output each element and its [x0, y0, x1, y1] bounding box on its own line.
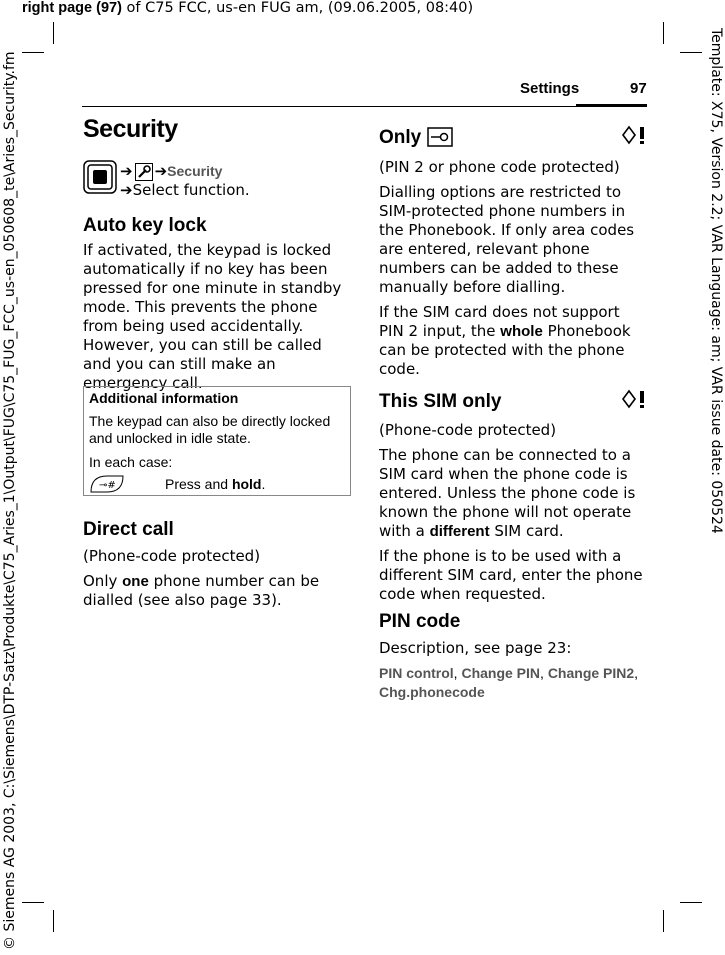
pin-code-menu-list: PIN control, Change PIN, Change PIN2, Chg.phonecode [379, 665, 639, 700]
info-box-text: The keypad can also be directly locked and unlocked in idle state. [89, 413, 331, 446]
only-text-1: Dialling options are restricted to SIM-protected phone numbers in the Phonebook. If only area codes are entered, relevant phone numbers can be added to these manually before dialling. [379, 183, 635, 296]
sim-only-text-1: The phone can be connected to a SIM card when the phone code is entered. Unless the phone code is known the phone will not operate with a different SIM card. [379, 446, 636, 540]
running-header-title: Settings [520, 80, 580, 97]
menu-item-pin-control: PIN control [379, 665, 454, 681]
sim-only-section [379, 388, 647, 610]
menu-item-change-pin: Change PIN [461, 665, 541, 681]
page-title: Security [83, 115, 178, 143]
svg-text:⊸#: ⊸# [99, 480, 116, 491]
direct-call-heading: Direct call [83, 519, 174, 540]
only-heading: Only [379, 126, 422, 148]
info-box-title: Additional information [89, 390, 239, 406]
sim-key-icon [427, 127, 453, 147]
header-rule [82, 106, 647, 107]
menu-item-chg-phonecode: Chg.phonecode [379, 684, 485, 700]
sim-only-protection: (Phone-code protected) [379, 421, 557, 439]
auto-key-lock-heading: Auto key lock [83, 215, 207, 236]
only-text-2: If the SIM card does not support PIN 2 input, the whole Phonebook can be protected with the phone code. [379, 303, 631, 378]
sim-only-text-2: If the phone is to be used with a different SIM card, enter the phone code when requested. [379, 547, 643, 603]
only-section [379, 124, 647, 385]
left-column [83, 115, 351, 143]
menu-item-change-pin2: Change PIN2 [547, 665, 635, 681]
page-number: 97 [630, 80, 647, 97]
menu-item-security: Security [167, 163, 223, 179]
menu-key-icon [83, 160, 117, 194]
header-rule-accent [576, 104, 647, 107]
provider-warning-icon [621, 124, 647, 150]
only-protection: (PIN 2 or phone code protected) [379, 158, 620, 176]
wrench-icon [135, 163, 153, 181]
provider-warning-icon [621, 388, 647, 415]
pin-code-desc: Description, see page 23: [379, 639, 572, 657]
hash-key-icon [89, 474, 125, 494]
print-info-line: right page (97) of C75 FCC, us-en FUG am, (09.06.2005, 08:40) [22, 0, 474, 16]
additional-info-box: Additional information The keypad can also be directly locked and unlocked in idle state. In each case: ⊸# Press and hold. [83, 386, 351, 496]
copyright-path: © Siemens AG 2003, C:\Siemens\DTP-Satz\Produkte\C75_Aries_1\Output\FUG\C75_FUG_FCC_us-en_050608_te\Aries_Security.fm [2, 51, 18, 950]
pin-code-heading: PIN code [379, 611, 461, 632]
direct-call-protection: (Phone-code protected) [83, 547, 261, 565]
auto-key-lock-section [83, 216, 351, 399]
auto-key-lock-text: If activated, the keypad is locked automatically if no key has been pressed for one minute in standby mode. This prevents the phone from being used accidentally. However, you can still be called and you can still make an emergency call. [83, 241, 342, 392]
sim-only-heading: This SIM only [379, 391, 502, 412]
menu-path: ➔ ➔ Security ➔Select function. [120, 162, 250, 199]
pin-code-section [379, 612, 647, 708]
template-info: Template: X75, Version 2.2; VAR Language: am; VAR issue date: 050524 [708, 28, 724, 534]
direct-call-text: Only one phone number can be dialled (see also page 33). [83, 572, 320, 609]
direct-call-section [83, 520, 351, 616]
info-box-each-case: In each case: [89, 454, 173, 470]
